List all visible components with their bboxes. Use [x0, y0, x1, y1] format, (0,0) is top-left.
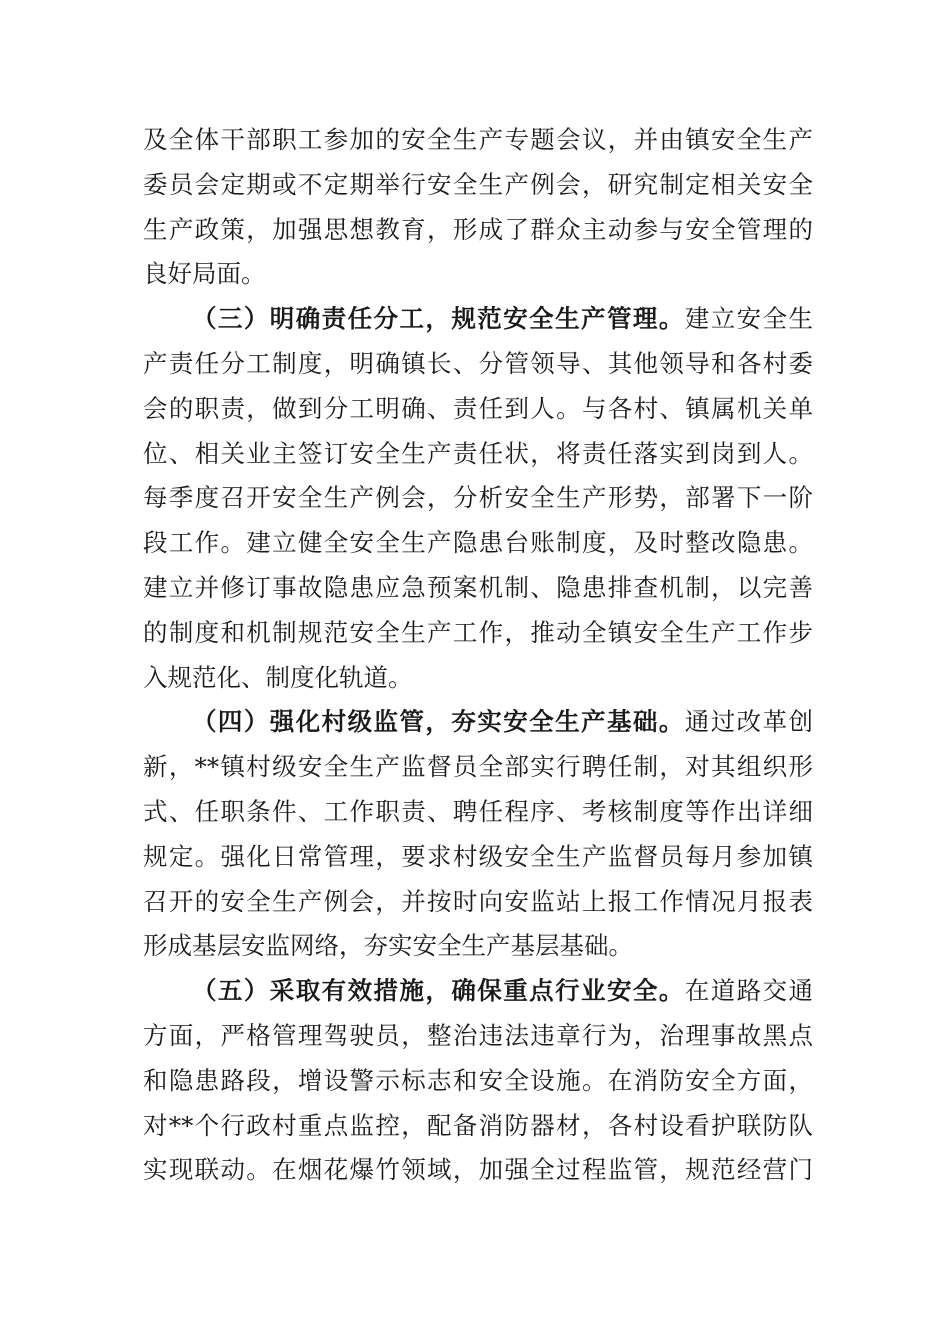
paragraph-first-line	[143, 969, 813, 1014]
text-run: 在道路交通	[684, 976, 814, 1006]
text-line: 生产政策，加强思想教育，形成了群众主动参与安全管理的	[143, 214, 813, 244]
text-line: 建立并修订事故隐患应急预案机制、隐患排查机制，以完善	[143, 572, 813, 602]
text-line: 的制度和机制规范安全生产工作，推动全镇安全生产工作步	[143, 617, 813, 647]
text-line: 召开的安全生产例会，并按时向安监站上报工作情况月报表	[143, 886, 813, 916]
text-line: 和隐患路段，增设警示标志和安全设施。在消防安全方面，	[143, 1065, 813, 1095]
text-run: 建立安全生	[684, 304, 814, 334]
section-heading: （五）采取有效措施，确保重点行业安全。	[192, 976, 685, 1006]
text-line: 实现联动。在烟花爆竹领域，加强全过程监管，规范经营门	[143, 1155, 813, 1185]
text-line: 段工作。建立健全安全生产隐患台账制度，及时整改隐患。	[143, 528, 813, 558]
text-line: 产责任分工制度，明确镇长、分管领导、其他领导和各村委	[143, 348, 813, 378]
section-heading: （四）强化村级监管，夯实安全生产基础。	[192, 707, 685, 737]
text-line: 新，**镇村级安全生产监督员全部实行聘任制，对其组织形	[143, 752, 813, 782]
text-line: 对**个行政村重点监控，配备消防器材，各村设看护联防队	[143, 1110, 813, 1140]
paragraph-first-line	[143, 700, 813, 745]
paragraph-section-3	[143, 297, 813, 700]
text-line: 式、任职条件、工作职责、聘任程序、考核制度等作出详细	[143, 796, 813, 826]
text-line: 规定。强化日常管理，要求村级安全生产监督员每月参加镇	[143, 841, 813, 871]
text-line: 位、相关业主签订安全生产责任状，将责任落实到岗到人。	[143, 438, 813, 468]
text-line: 入规范化、制度化轨道。	[143, 662, 413, 692]
text-line: 委员会定期或不定期举行安全生产例会，研究制定相关安全	[143, 169, 813, 199]
text-line: 及全体干部职工参加的安全生产专题会议，并由镇安全生产	[143, 125, 813, 154]
paragraph-continuation	[143, 118, 813, 297]
text-line: 方面，严格管理驾驶员，整治违法违章行为，治理事故黑点	[143, 1020, 813, 1050]
paragraph-section-5	[143, 969, 813, 1193]
paragraph-first-line	[143, 297, 813, 342]
document-body	[143, 118, 813, 1193]
paragraph-section-4	[143, 700, 813, 969]
text-run: 通过改革创	[684, 707, 814, 737]
text-line: 良好局面。	[143, 259, 266, 289]
text-line: 每季度召开安全生产例会，分析安全生产形势，部署下一阶	[143, 483, 813, 513]
text-line: 会的职责，做到分工明确、责任到人。与各村、镇属机关单	[143, 393, 813, 423]
text-line: 形成基层安监网络，夯实安全生产基层基础。	[143, 931, 633, 961]
section-heading: （三）明确责任分工，规范安全生产管理。	[192, 304, 685, 334]
